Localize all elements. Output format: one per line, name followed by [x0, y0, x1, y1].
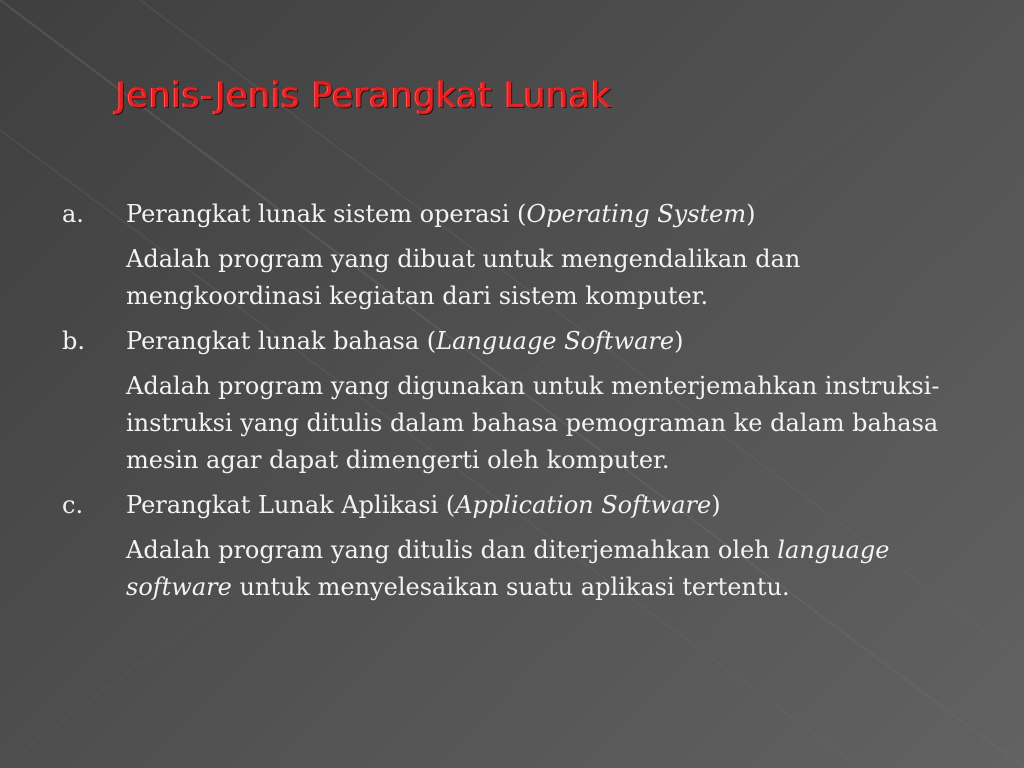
- item-description: [62, 532, 972, 606]
- description-suffix: untuk menyelesaikan suatu aplikasi tertentu.: [239, 573, 790, 601]
- item-heading-term: Language Software: [436, 327, 675, 355]
- item-heading-suffix: ): [746, 200, 756, 228]
- item-heading-suffix: ): [711, 491, 721, 519]
- item-description: Adalah program yang digunakan untuk menterjemahkan instruksi-instruksi yang ditulis dalam bahasa pemograman ke dalam bahasa mesin agar dapat dimengerti oleh komputer.: [126, 372, 940, 474]
- item-heading-prefix: Perangkat lunak bahasa (: [126, 327, 437, 355]
- description-prefix: Adalah program yang ditulis dan diterjemahkan oleh: [126, 536, 770, 564]
- list-item-application-software: [62, 487, 972, 524]
- item-description: Adalah program yang dibuat untuk mengendalikan dan mengkoordinasi kegiatan dari sistem komputer.: [126, 245, 801, 310]
- list-marker: c.: [62, 491, 84, 519]
- description-term: language software: [126, 536, 890, 601]
- item-heading-term: Application Software: [455, 491, 712, 519]
- list-item-operating-system: [62, 196, 972, 233]
- list-marker: b.: [62, 327, 85, 355]
- slide-title: Jenis-Jenis Perangkat Lunak: [116, 76, 612, 116]
- list-item-language-software: [62, 323, 972, 360]
- item-heading-suffix: ): [674, 327, 684, 355]
- item-heading-prefix: Perangkat Lunak Aplikasi (: [126, 491, 456, 519]
- list-marker: a.: [62, 200, 84, 228]
- item-heading-prefix: Perangkat lunak sistem operasi (: [126, 200, 527, 228]
- slide-content: [62, 196, 972, 614]
- item-heading-term: Operating System: [526, 200, 747, 228]
